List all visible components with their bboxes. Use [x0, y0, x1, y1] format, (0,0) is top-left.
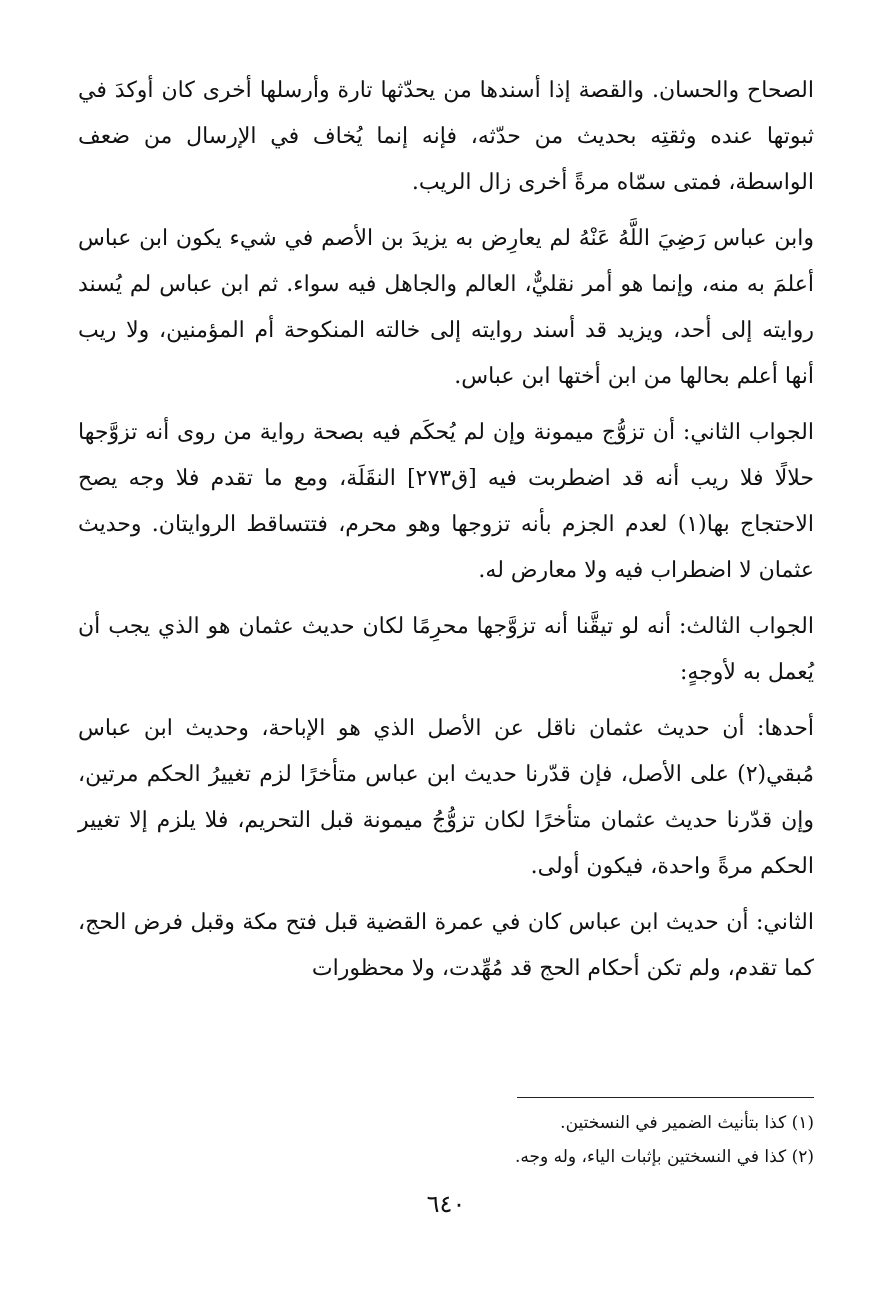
- footnote-divider: [517, 1097, 814, 1098]
- paragraph-4: الجواب الثالث: أنه لو تيقَّنا أنه تزوَّجها محرِمًا لكان حديث عثمان هو الذي يجب أن يُعمل به لأوجهٍ:: [78, 614, 814, 685]
- footnote-1: (١) كذا بتأنيث الضمير في النسختين.: [560, 1113, 814, 1133]
- paragraph-1: الصحاح والحسان. والقصة إذا أسندها من يحدّثها تارة وأرسلها أخرى كان أوكدَ في ثبوتها عنده وثقتِه بحديث من حدّثه، فإنه إنما يُخاف في الإرسال من ضعف الواسطة، فمتى سمّاه مرةً أخرى زال الريب.: [78, 78, 814, 195]
- footnotes: [300, 1106, 814, 1174]
- footnote-2: (٢) كذا في النسختين بإثبات الياء، وله وجه.: [514, 1147, 814, 1167]
- page-number: ٦٤٠: [426, 1190, 466, 1218]
- paragraph-5: أحدها: أن حديث عثمان ناقل عن الأصل الذي هو الإباحة، وحديث ابن عباس مُبقي(٢) على الأصل، فإن قدّرنا حديث ابن عباس متأخرًا لزم تغييرُ الحكم مرتين، وإن قدّرنا حديث عثمان متأخرًا لكان تزوُّجُ ميمونة قبل التحريم، فلا يلزم إلا تغيير الحكم مرةً واحدة، فيكون أولى.: [78, 716, 814, 879]
- paragraph-6: الثاني: أن حديث ابن عباس كان في عمرة القضية قبل فتح مكة وقبل فرض الحج، كما تقدم، ولم تكن أحكام الحج قد مُهِّدت، ولا محظورات: [78, 910, 814, 981]
- paragraph-2: وابن عباس رَضِيَ اللَّهُ عَنْهُ لم يعارِض به يزيدَ بن الأصم في شيء يكون ابن عباس أعلمَ به منه، وإنما هو أمر نقليٌّ، العالم والجاهل فيه سواء. ثم ابن عباس لم يُسند روايته إلى أحد، ويزيد قد أسند روايته إلى خالته المنكوحة أم المؤمنين، ولا ريب أنها أعلم بحالها من ابن أختها ابن عباس.: [78, 226, 814, 389]
- paragraph-3: الجواب الثاني: أن تزوُّج ميمونة وإن لم يُحكَم فيه بصحة رواية من روى أنه تزوَّجها حلالًا فلا ريب أنه قد اضطربت فيه [ق٢٧٣] النقَلَة، ومع ما تقدم فلا وجه يصح الاحتجاج بها(١) لعدم الجزم بأنه تزوجها وهو محرم، فتتساقط الروايتان. وحديث عثمان لا اضطراب فيه ولا معارض له.: [78, 420, 815, 583]
- main-text: [78, 68, 814, 992]
